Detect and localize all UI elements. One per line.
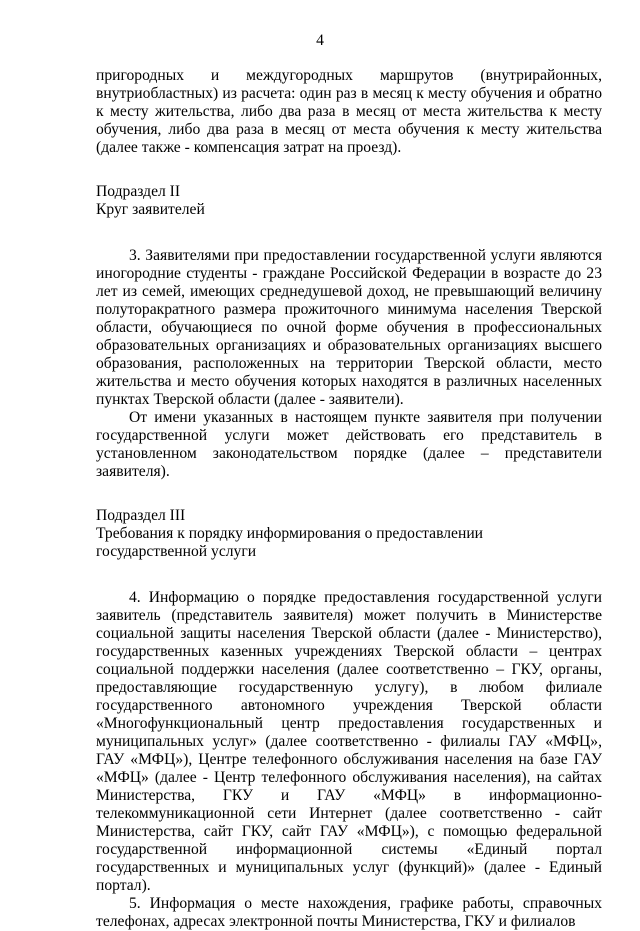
- paragraph-3: 3. Заявителями при предоставлении государственной услуги являются иногородние студенты - граждане Российской Федерации в возрасте до 23 лет из семей, имеющих среднедушевой доход, не превышающий величину полуторакратного размера прожиточного минимума населения Тверской области, обучающиеся по очной форме обучения в профессиональных образовательных организациях и образовательных организациях высшего образования, расположенных на территории Тверской области, место жительства и место обучения которых находятся в различных населенных пунктах Тверской области (далее - заявители).: [96, 247, 602, 408]
- intro-paragraph: внутриобластных) из расчета: один раз в месяц к месту обучения и обратно к месту жительства, либо два раза в месяц от места жительства к месту обучения, либо два раза в месяц от места обучения к месту жительства (далее также - компенсация затрат на проезд).: [96, 85, 602, 156]
- paragraph-5: 5. Информация о месте нахождения, графике работы, справочных телефонах, адресах электронной почты Министерства, ГКУ и филиалов: [96, 895, 602, 930]
- paragraph-4: 4. Информацию о порядке предоставления государственной услуги заявитель (представитель заявителя) может получить в Министерстве социальной защиты населения Тверской области (далее - Министерство), государственных казенных учреждениях Тверской области – центрах социальной поддержки населения (далее соответственно – ГКУ, органы, предоставляющие государственную услугу), в любом филиале государственного автономного учреждения Тверской области «Многофункциональный центр предоставления государственных и муниципальных услуг» (далее соответственно - филиалы ГАУ «МФЦ», ГАУ «МФЦ»), Центре телефонного обслуживания населения на базе ГАУ «МФЦ» (далее - Центр телефонного обслуживания населения), на сайтах Министерства, ГКУ и ГАУ «МФЦ» в информационно-телекоммуникационной сети Интернет (далее соответственно - сайт Министерства, сайт ГКУ, сайт ГАУ «МФЦ»), с помощью федеральной государственной информационной системы «Единый портал государственных и муниципальных услуг (функций)» (далее - Единый портал).: [96, 589, 602, 894]
- page-number: 4: [316, 32, 324, 49]
- subsection-3-label: Подраздел III: [96, 507, 186, 524]
- subsection-3-title-line2: государственной услуги: [96, 543, 257, 560]
- subsection-3-title-line1: Требования к порядку информирования о предоставлении: [96, 525, 484, 542]
- paragraph-3-representative: От имени указанных в настоящем пункте заявителя при получении государственной услуги может действовать его представитель в установленном законодательством порядке (далее – представители заявителя).: [96, 409, 602, 480]
- document-body: [96, 67, 602, 931]
- subsection-2-title: Круг заявителей: [96, 201, 205, 218]
- subsection-2-label: Подраздел II: [96, 183, 181, 200]
- intro-first-line: пригородных и междугородных маршрутов (внутрирайонных,: [96, 67, 602, 84]
